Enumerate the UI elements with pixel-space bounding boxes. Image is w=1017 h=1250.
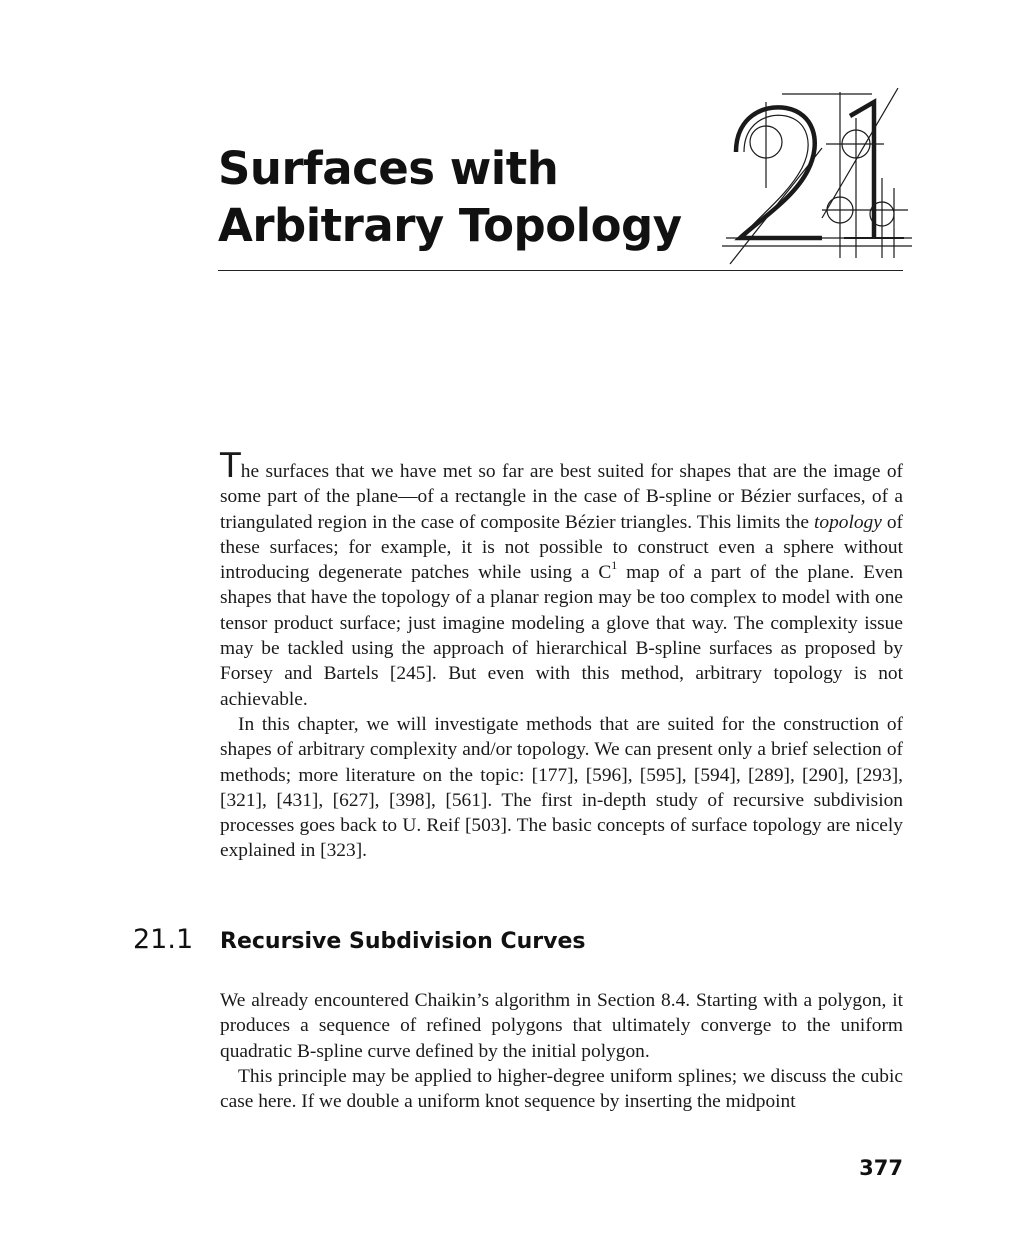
chapter-title-line-2: Arbitrary Topology bbox=[218, 199, 682, 252]
page-number: 377 bbox=[859, 1156, 903, 1180]
chapter-number-drawing bbox=[722, 88, 912, 268]
section-heading bbox=[133, 924, 585, 955]
intro-p1-italic: topology bbox=[814, 511, 882, 533]
drop-cap: T bbox=[220, 446, 241, 486]
section-paragraph-1: We already encountered Chaikin’s algorithm in Section 8.4. Starting with a polygon, it produces a sequence of refined polygons that ultimately converge to the uniform quadratic B-spline curve defined by the initial polygon. bbox=[220, 990, 903, 1062]
chapter-number-graphic bbox=[722, 88, 912, 268]
intro-p1-text: he surfaces that we have met so far are best suited for shapes that are the image of some part of the plane—of a rectangle in the case of B-spline or Bézier surfaces, of a triangulated region in the case of composite Bézier triangles. This limits the bbox=[220, 461, 903, 533]
introduction bbox=[220, 446, 903, 864]
intro-p1-end: map of a part of the plane. Even shapes that have the topology of a planar region may be too complex to model with one tensor product surface; just imagine modeling a glove that way. The complexity issue may be tackled using the approach of hierarchical B-spline surfaces as proposed by Forsey and Bartels [245]. But even with this method, arbitrary topology is not achievable. bbox=[220, 562, 903, 710]
section-body bbox=[220, 988, 903, 1114]
chapter-title bbox=[218, 140, 682, 254]
chapter-title-line-1: Surfaces with bbox=[218, 142, 559, 195]
section-paragraph-2: This principle may be applied to higher-degree uniform splines; we discuss the cubic case here. If we double a uniform knot sequence by inserting the midpoint bbox=[220, 1065, 903, 1113]
intro-paragraph-2: In this chapter, we will investigate methods that are suited for the construction of shapes of arbitrary complexity and/or topology. We can present only a brief selection of methods; more literature on the topic: [177], [596], [595], [594], [289], [290], [293], [321], [431], [627], [398], [561]. The first in-depth study of recursive subdivision processes goes back to U. Reif [503]. The basic concepts of surface topology are nicely explained in [323]. bbox=[220, 713, 903, 862]
chapter-title-rule bbox=[218, 270, 903, 271]
section-title: Recursive Subdivision Curves bbox=[220, 929, 586, 954]
intro-p1-mid: of these surfaces; for example, it is not possible to construct even a sphere without introducing degenerate patches while using a C bbox=[220, 511, 903, 584]
section-number: 21.1 bbox=[133, 924, 194, 955]
intro-p1-superscript: 1 bbox=[611, 558, 618, 573]
intro-paragraph-1 bbox=[220, 446, 903, 712]
